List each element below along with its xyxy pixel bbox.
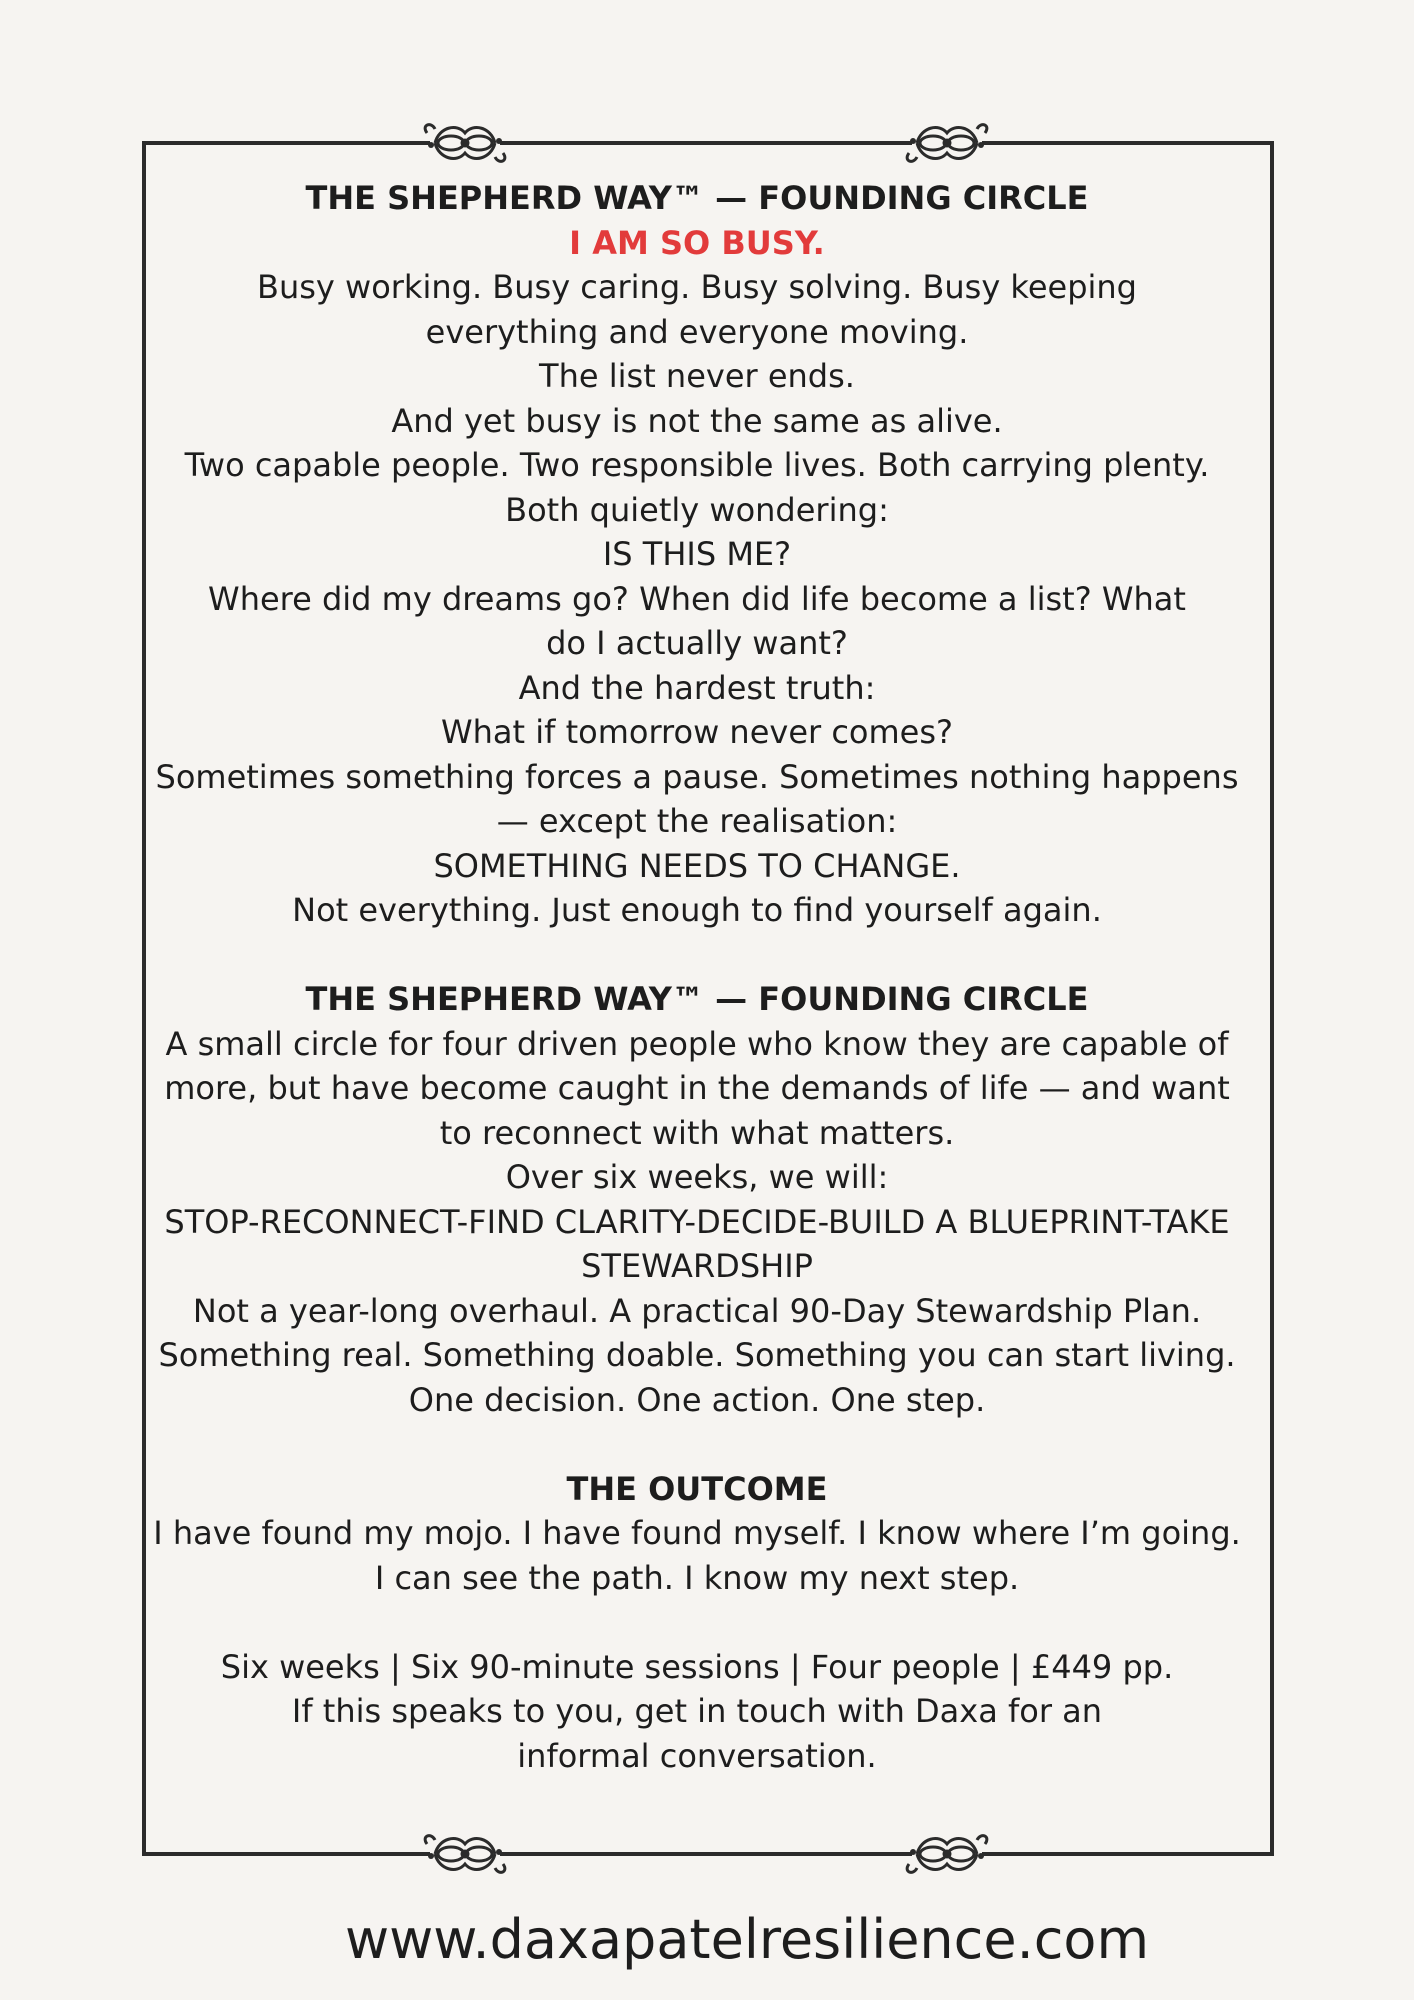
ornament-flourish-icon bbox=[907, 125, 987, 162]
intro-line: What if tomorrow never comes? bbox=[440, 713, 954, 751]
circle-line: Over six weeks, we will: bbox=[505, 1158, 889, 1196]
tagline: I AM SO BUSY. bbox=[569, 223, 825, 262]
details-line: Six weeks | Six 90-minute sessions | Four people | £449 pp. bbox=[220, 1647, 1174, 1686]
section-heading-founding-circle: THE SHEPHERD WAY™ — FOUNDING CIRCLE bbox=[305, 179, 1089, 217]
ornament-flourish-icon bbox=[425, 1836, 505, 1873]
ornament-flourish-icon bbox=[907, 1836, 987, 1873]
section-heading-founding-circle: THE SHEPHERD WAY™ — FOUNDING CIRCLE bbox=[305, 980, 1089, 1018]
circle-line: Something real. Something doable. Something you can start living. bbox=[158, 1336, 1236, 1374]
intro-line: Not everything. Just enough to find yourself again. bbox=[292, 891, 1102, 929]
contact-line: If this speaks to you, get in touch with Daxa for an informal conversation. bbox=[291, 1692, 1103, 1775]
outcome-text: I have found my mojo. I have found myself. I know where I’m going. I can see the path. I know my next step. bbox=[153, 1514, 1241, 1597]
circle-line: STOP-RECONNECT-FIND CLARITY-DECIDE-BUILD A BLUEPRINT-TAKE STEWARDSHIP bbox=[164, 1202, 1230, 1285]
intro-line: The list never ends. bbox=[539, 357, 855, 395]
spacer bbox=[150, 933, 1244, 978]
website-link[interactable]: www.daxapatelresilience.com bbox=[344, 1908, 1150, 1971]
circle-line: One decision. One action. One step. bbox=[408, 1380, 986, 1419]
intro-line: IS THIS ME? bbox=[602, 535, 792, 573]
intro-line: Busy working. Busy caring. Busy solving. Busy keeping everything and everyone moving. bbox=[257, 268, 1137, 351]
intro-line: Where did my dreams go? When did life become a list? What do I actually want? bbox=[208, 579, 1186, 662]
circle-line: A small circle for four driven people who know they are capable of more, but have become caught in the demands of life — and want to reconnect with what matters. bbox=[164, 1024, 1230, 1152]
intro-line: And the hardest truth: bbox=[518, 668, 876, 707]
intro-line: Sometimes something forces a pause. Sometimes nothing happens — except the realisation: bbox=[155, 757, 1239, 840]
spacer bbox=[150, 1422, 1244, 1467]
flyer-content bbox=[150, 176, 1244, 1778]
intro-line: And yet busy is not the same as alive. bbox=[391, 401, 1003, 440]
circle-line: Not a year-long overhaul. A practical 90-Day Stewardship Plan. bbox=[192, 1291, 1202, 1330]
intro-line: Two capable people. Two responsible lives. Both carrying plenty. bbox=[184, 446, 1210, 484]
intro-line: Both quietly wondering: bbox=[505, 490, 889, 529]
spacer bbox=[150, 1600, 1244, 1645]
intro-line: SOMETHING NEEDS TO CHANGE. bbox=[433, 846, 961, 885]
section-heading-outcome: THE OUTCOME bbox=[566, 1469, 828, 1508]
ornament-flourish-icon bbox=[425, 125, 505, 162]
